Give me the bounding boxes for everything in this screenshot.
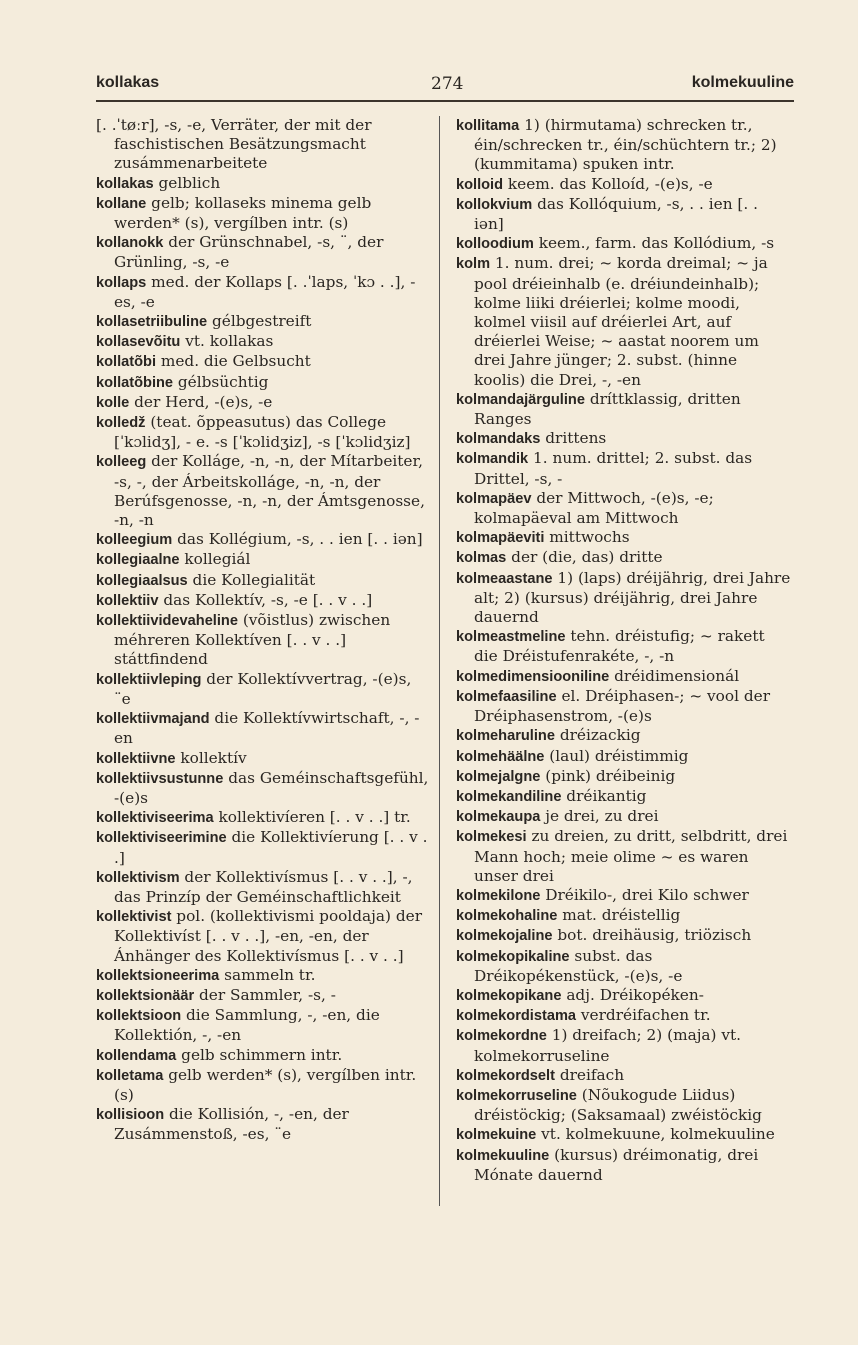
dictionary-entry <box>96 452 432 530</box>
dictionary-entry <box>456 926 792 946</box>
dictionary-entry <box>96 393 432 413</box>
entry-headword: kolmehäälne <box>456 748 545 765</box>
entry-headword: kolmekandiline <box>456 788 562 805</box>
entry-headword: kollane <box>96 195 147 212</box>
dictionary-entry <box>456 747 792 767</box>
entry-headword: kollektiiv <box>96 592 159 609</box>
dictionary-entry <box>456 827 792 886</box>
entry-definition: der Kollektívvertrag, -(e)s, ¨e <box>114 669 412 708</box>
entry-definition: die Kollisión, -, -en, der Zusámmenstoß, -es, ¨e <box>114 1105 349 1144</box>
entry-definition: dréidimensionál <box>609 666 740 685</box>
entry-definition: mittwochs <box>544 528 630 547</box>
entry-definition: gelb; kollaseks minema gelb werden* (s), vergílben intr. (s) <box>114 193 372 233</box>
entry-definition: dríttklassig, dritten Ranges <box>474 389 741 429</box>
entry-headword: kolleeg <box>96 454 147 471</box>
entry-headword: kollektiivsustunne <box>96 770 224 787</box>
left-column <box>96 116 432 1145</box>
entry-definition: (võistlus) zwischen méhreren Kollektíven [. . v . .] státtfindend <box>114 611 391 669</box>
dictionary-entry <box>96 749 432 769</box>
entry-headword: kollektsioon <box>96 1008 182 1025</box>
dictionary-entry <box>96 808 432 828</box>
dictionary-entry <box>456 787 792 807</box>
left-guide-word: kollakas <box>96 74 160 91</box>
entry-definition: bot. dreihäusig, triözisch <box>552 926 752 945</box>
dictionary-entry <box>456 886 792 906</box>
entry-definition: [. .ˈtøːr], -s, -e, Verräter, der mit der faschistischen Besätzungsmacht zusámmenarbeitete <box>96 116 372 173</box>
entry-definition: verdréifachen tr. <box>576 1006 711 1025</box>
entry-headword: kollitama <box>456 118 520 134</box>
entry-definition: Dréikilo-, drei Kilo schwer <box>540 885 749 904</box>
dictionary-entry <box>456 489 792 528</box>
dictionary-entry <box>456 254 792 389</box>
dictionary-entry <box>456 627 792 666</box>
entry-headword: kollasevõitu <box>96 334 181 351</box>
entry-definition: kollektivíeren [. . v . .] tr. <box>213 808 411 827</box>
entry-headword: kollanokk <box>96 235 164 252</box>
entry-definition: dréizackig <box>554 726 641 745</box>
entry-definition: der Sammler, -s, - <box>194 985 336 1004</box>
entry-definition: das Kollektív, -s, -e [. . v . .] <box>158 590 373 609</box>
entry-definition: 1) (hirmutama) schrecken tr., éin/schrecken tr., éin/schüchtern tr.; 2) (kummitama) spuken intr. <box>474 116 777 174</box>
dictionary-entry <box>456 1125 792 1145</box>
dictionary-entry <box>96 1105 432 1144</box>
dictionary-entry <box>456 449 792 488</box>
entry-definition: das Kollóquium, -s, . . ien [. . iən] <box>474 194 758 234</box>
dictionary-entry <box>456 1146 792 1185</box>
entry-definition: der Grünschnabel, -s, ¨, der Grünling, -s, -e <box>114 233 384 272</box>
dictionary-entry <box>456 1006 792 1026</box>
entry-headword: kollektivism <box>96 869 180 886</box>
entry-definition: mat. dréistellig <box>557 906 681 925</box>
entry-definition: dréikantig <box>561 786 647 805</box>
page-number: 274 <box>431 74 464 94</box>
dictionary-entry <box>456 548 792 568</box>
entry-headword: kollisioon <box>96 1107 165 1124</box>
entry-headword: kolmekohaline <box>456 908 558 925</box>
dictionary-entry <box>96 194 432 233</box>
dictionary-entry <box>456 175 792 195</box>
entry-headword: kolletama <box>96 1067 164 1084</box>
entry-headword: kollektsioneerima <box>96 967 220 984</box>
entry-definition: keem., farm. das Kollódium, -s <box>533 234 775 253</box>
entry-definition: med. die Gelbsucht <box>156 352 311 371</box>
dictionary-entry <box>456 767 792 787</box>
entry-headword: kolmeastmeline <box>456 629 566 646</box>
page-header <box>96 70 794 98</box>
entry-definition: tehn. dréistufig; ~ rakett die Dréistufenrakéte, -, -n <box>474 627 765 666</box>
entry-headword: kolmeaastane <box>456 570 553 587</box>
entry-definition: sammeln tr. <box>219 965 316 984</box>
entry-headword: kollektsionäär <box>96 987 195 1004</box>
entry-headword: kolmandik <box>456 451 529 468</box>
entry-definition: gelb schimmern intr. <box>176 1045 343 1064</box>
entry-headword: kollektiivleping <box>96 671 202 688</box>
entry-headword: kolmekaupa <box>456 809 541 826</box>
entry-definition: der Mittwoch, -(e)s, -e; kolmapäeval am Mittwoch <box>474 488 714 528</box>
entry-headword: kolleegium <box>96 532 173 549</box>
entry-definition: der Herd, -(e)s, -e <box>129 392 273 411</box>
entry-definition: 1) dreifach; 2) (maja) vt. kolmekorruseline <box>474 1026 742 1065</box>
entry-definition: drittens <box>540 429 607 448</box>
column-divider <box>439 116 440 1206</box>
entry-headword: kolmekuuline <box>456 1147 550 1164</box>
entry-headword: kolm <box>456 256 491 273</box>
entry-headword: kolmandajärguline <box>456 391 585 408</box>
dictionary-entry <box>96 273 432 312</box>
entry-headword: kollektiividevaheline <box>96 613 238 630</box>
entry-definition: keem. das Kolloíd, -(e)s, -e <box>503 174 713 193</box>
entry-headword: kolmas <box>456 550 507 567</box>
dictionary-entry <box>456 195 792 234</box>
dictionary-entry <box>96 966 432 986</box>
dictionary-entry <box>96 571 432 591</box>
dictionary-entry <box>96 413 432 452</box>
entry-headword: kolmedimensiooniline <box>456 668 610 685</box>
entry-headword: kollaps <box>96 274 147 291</box>
dictionary-entry <box>456 986 792 1006</box>
dictionary-entry <box>456 687 792 726</box>
entry-definition: zu dreien, zu dritt, selbdritt, drei Mann hoch; meie olime ~ es waren unser drei <box>474 827 788 885</box>
dictionary-entry <box>96 352 432 372</box>
entry-definition: 1) (laps) dréijährig, drei Jahre alt; 2) (kursus) dréijährig, drei Jahre dauernd <box>474 568 791 627</box>
dictionary-entry <box>456 1066 792 1086</box>
entry-headword: kolmejalgne <box>456 768 541 785</box>
entry-definition: das Geméinschaftsgefühl, -(e)s <box>114 768 429 807</box>
entry-headword: kolmekuine <box>456 1127 537 1144</box>
entry-headword: kolmekojaline <box>456 928 553 945</box>
entry-definition: die Sammlung, -, -en, die Kollektión, -, -en <box>114 1006 380 1045</box>
entry-definition: dreifach <box>554 1065 625 1084</box>
entry-headword: kolmekilone <box>456 887 541 904</box>
dictionary-entry <box>456 726 792 746</box>
dictionary-entry <box>96 828 432 867</box>
dictionary-entry <box>96 312 432 332</box>
dictionary-entry <box>456 116 792 175</box>
entry-headword: kollatõbi <box>96 354 156 371</box>
entry-headword: kollasetriibuline <box>96 314 208 331</box>
entry-definition: kollegiál <box>179 550 251 569</box>
dictionary-entry <box>456 906 792 926</box>
header-rule <box>96 100 794 102</box>
entry-definition: die Kollegialität <box>187 570 316 589</box>
entry-definition: (teat. õppeasutus) das College [ˈkɔlidʒ], - e. -s [ˈkɔlidʒiz], -s [ˈkɔlidʒiz] <box>114 413 411 452</box>
dictionary-entry <box>456 1026 792 1065</box>
entry-headword: kolmefaasiline <box>456 688 557 705</box>
entry-definition: el. Dréiphasen-; ~ vool der Dréiphasenstrom, -(e)s <box>474 686 771 726</box>
entry-definition: kollektív <box>175 748 247 767</box>
dictionary-entry <box>456 528 792 548</box>
entry-definition: die Kollektívwirtschaft, -, -en <box>114 709 420 748</box>
entry-definition: (laul) dréistimmig <box>544 746 689 765</box>
entry-headword: kollegiaalsus <box>96 572 188 589</box>
dictionary-entry <box>456 569 792 628</box>
entry-definition: gélbsüchtig <box>173 372 269 391</box>
dictionary-entry <box>96 611 432 670</box>
entry-headword: kollektiivne <box>96 750 176 767</box>
entry-headword: kolmekopikane <box>456 987 562 1004</box>
entry-definition: subst. das Dréikopékenstück, -(e)s, -e <box>474 946 683 985</box>
dictionary-entry <box>96 1046 432 1066</box>
entry-definition: med. der Kollaps [. .ˈlaps, ˈkɔ . .], -es, -e <box>114 272 416 311</box>
entry-definition: der (die, das) dritte <box>506 548 663 567</box>
entry-definition: der Kollektivísmus [. . v . .], -, das Prinzíp der Geméinschaftlichkeit <box>114 867 413 906</box>
entry-definition: (pink) dréibeinig <box>540 766 676 785</box>
entry-definition: die Kollektivíerung [. . v . .] <box>114 828 428 867</box>
dictionary-entry <box>96 907 432 966</box>
right-column <box>456 116 792 1185</box>
entry-headword: kollektivist <box>96 909 172 926</box>
dictionary-entry <box>96 174 432 194</box>
dictionary-entry <box>96 591 432 611</box>
entry-headword: kolloid <box>456 176 504 193</box>
entry-definition: gelb werden* (s), vergílben intr. (s) <box>114 1065 417 1104</box>
entry-headword: kollegiaalne <box>96 552 180 569</box>
entry-definition: 1. num. drei; ~ korda dreimal; ~ ja pool dréieinhalb (e. dréiundeinhalb); kolme liiki dréierlei; kolme moodi, kolmel viisil auf dréierlei Art, auf dréierlei Weise; ~ aastat noorem um drei Jahre jünger; 2. subst. (hinne koolis) die Drei, -, -en <box>474 254 768 389</box>
dictionary-entry <box>96 373 432 393</box>
entry-headword: kolmapäeviti <box>456 530 545 547</box>
entry-headword: kollatõbine <box>96 374 174 391</box>
entry-headword: kolledž <box>96 415 146 432</box>
dictionary-entry <box>456 1086 792 1125</box>
entry-headword: kolmandaks <box>456 431 541 448</box>
entry-headword: kollendama <box>96 1047 177 1064</box>
entry-definition: (kursus) dréimonatig, drei Mónate dauernd <box>474 1145 759 1184</box>
entry-headword: kolmekordne <box>456 1028 547 1045</box>
dictionary-entry <box>456 429 792 449</box>
entry-definition: das Kollégium, -s, . . ien [. . iən] <box>172 530 423 549</box>
dictionary-entry <box>96 1006 432 1045</box>
dictionary-entry <box>96 670 432 709</box>
entry-headword: kolmekorruseline <box>456 1087 577 1104</box>
entry-definition: pol. (kollektivismi pooldaja) der Kollektivíst [. . v . .], -en, -en, der Ánhänger des Kollektivísmus [. . v . .] <box>114 907 423 965</box>
entry-headword: kollektiviseerimine <box>96 830 227 847</box>
entry-headword: kollokvium <box>456 196 533 213</box>
dictionary-entry <box>456 947 792 986</box>
dictionary-entry <box>96 868 432 907</box>
entry-definition: je drei, zu drei <box>540 807 659 826</box>
dictionary-entry <box>456 234 792 254</box>
entry-headword: kolmapäev <box>456 490 532 507</box>
entry-headword: kolle <box>96 394 130 411</box>
entry-definition: vt. kollakas <box>180 332 274 351</box>
entry-headword: kolloodium <box>456 236 534 253</box>
entry-headword: kollektiivmajand <box>96 711 210 728</box>
dictionary-entry <box>96 769 432 808</box>
dictionary-entry <box>456 390 792 429</box>
entry-definition: adj. Dréikopéken- <box>561 985 704 1004</box>
entry-definition: gélbgestreift <box>207 312 312 331</box>
dictionary-entry <box>456 807 792 827</box>
entry-headword: kollektiviseerima <box>96 810 214 827</box>
dictionary-entry <box>96 332 432 352</box>
entry-definition: 1. num. drittel; 2. subst. das Drittel, -s, - <box>474 449 753 488</box>
entry-definition: vt. kolmekuune, kolmekuuline <box>536 1125 775 1144</box>
entry-headword: kolmekordistama <box>456 1008 577 1025</box>
entry-headword: kollakas <box>96 175 154 192</box>
entry-headword: kolmeharuline <box>456 728 555 745</box>
dictionary-entry <box>96 530 432 550</box>
dictionary-entry <box>456 667 792 687</box>
dictionary-entry <box>96 116 432 174</box>
dictionary-entry <box>96 233 432 272</box>
right-guide-word: kolmekuuline <box>691 74 794 91</box>
entry-headword: kolmekesi <box>456 829 527 846</box>
entry-definition: der Kolláge, -n, -n, der Mítarbeiter, -s, -, der Árbeitskolláge, -n, -n, der Berúfsgenosse, -n, -n, der Ámtsgenosse, -n, -n <box>114 452 425 530</box>
entry-definition: (Nõukogude Liidus) dréistöckig; (Saksamaal) zwéistöckig <box>474 1085 762 1125</box>
entry-definition: gelblich <box>153 173 221 192</box>
dictionary-entry <box>96 550 432 570</box>
entry-headword: kolmekopikaline <box>456 948 570 965</box>
entry-headword: kolmekordselt <box>456 1067 555 1084</box>
dictionary-entry <box>96 709 432 748</box>
dictionary-entry <box>96 1066 432 1105</box>
dictionary-entry <box>96 986 432 1006</box>
